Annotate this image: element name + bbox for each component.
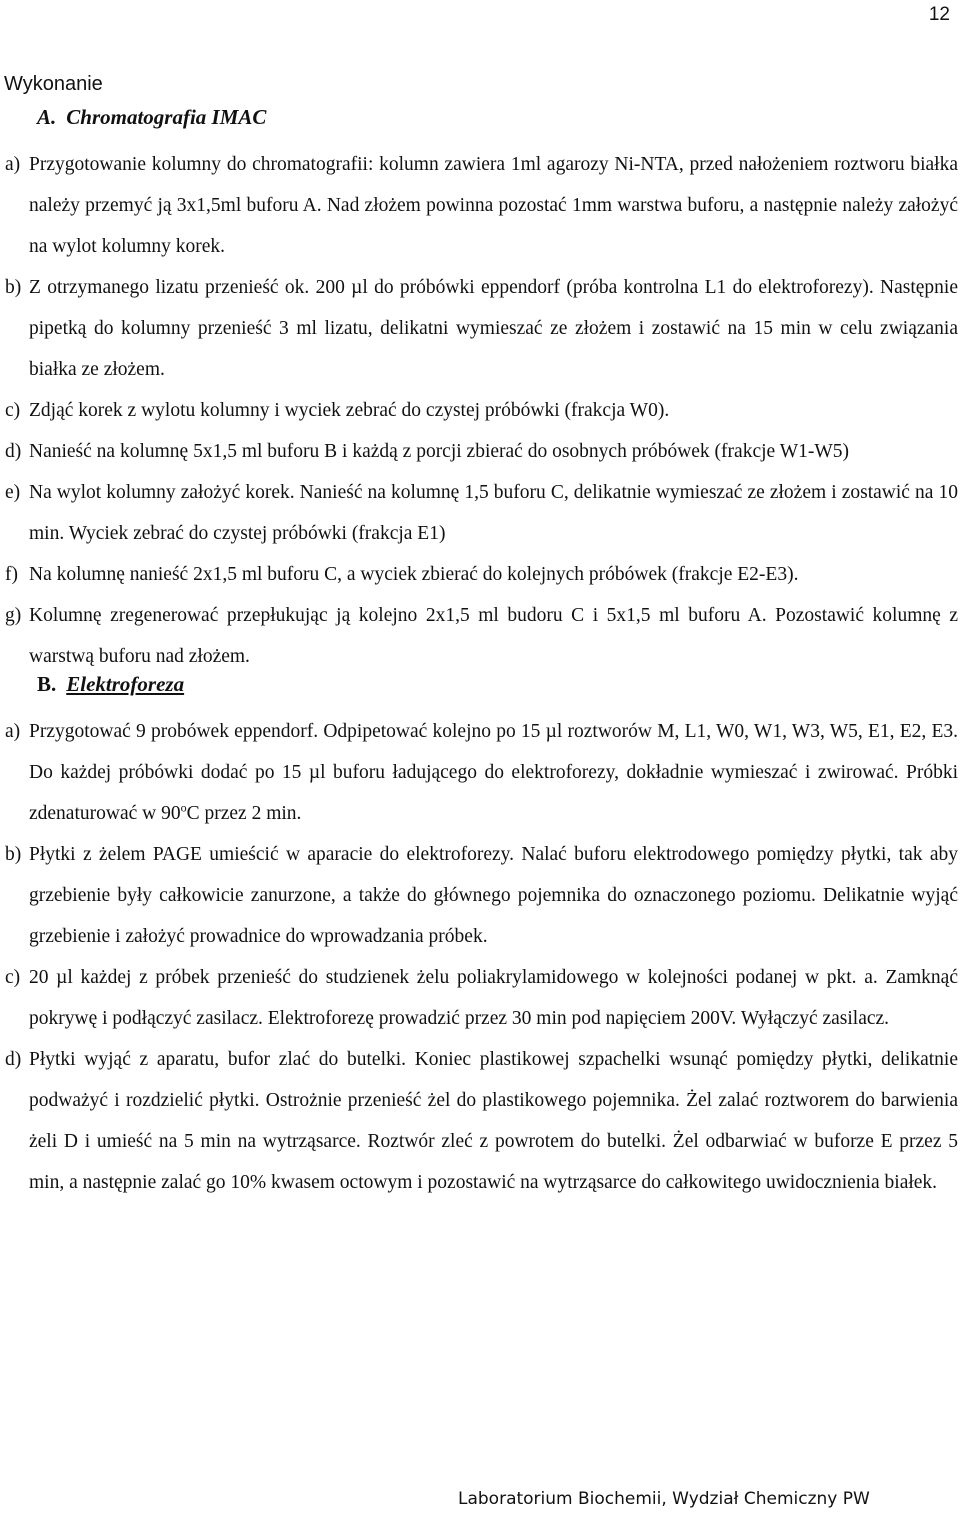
item-text-before: Przygotować 9 probówek eppendorf. Odpipetować kolejno po 15 µl roztworów M, L1, W0, W1, W3, W5, E1, E2, E3. Do każdej próbówki dodać po 15 µl buforu ładującego do elektroforezy, dokładnie wymieszać i zwirować. Próbki zdenaturować w 90 bbox=[29, 721, 958, 824]
item-label: a) bbox=[5, 721, 21, 742]
item-text bbox=[29, 711, 958, 834]
item-text: Przygotowanie kolumny do chromatografii: kolumn zawiera 1ml agarozy Ni-NTA, przed nałożeniem roztworu białka należy przemyć ją 3x1,5ml buforu A. Nad złożem powinna pozostać 1mm warstwa buforu, a następnie należy założyć na wylot kolumny korek. bbox=[29, 154, 958, 257]
section-a-item-b bbox=[0, 267, 960, 390]
document-body bbox=[0, 70, 960, 1203]
item-label: d) bbox=[5, 1049, 22, 1070]
section-a-item-f bbox=[0, 554, 960, 595]
item-label: b) bbox=[5, 277, 22, 298]
item-label: c) bbox=[5, 400, 21, 421]
item-label: a) bbox=[5, 154, 21, 175]
item-text: Na kolumnę nanieść 2x1,5 ml buforu C, a wyciek zbierać do kolejnych próbówek (frakcje E2-E3). bbox=[29, 564, 799, 585]
item-text-after: C przez 2 min. bbox=[186, 803, 302, 824]
item-label: e) bbox=[5, 482, 21, 503]
item-label: b) bbox=[5, 844, 22, 865]
item-text: Płytki z żelem PAGE umieścić w aparacie do elektroforezy. Nalać buforu elektrodowego pomiędzy płytki, tak aby grzebienie były całkowicie zanurzone, a także do głównego pojemnika do oznaczonego poziomu. Delikatnie wyjąć grzebienie i założyć prowadnice do wprowadzania próbek. bbox=[29, 844, 958, 947]
heading-wykonanie: Wykonanie bbox=[4, 73, 103, 95]
degree-superscript: o bbox=[180, 800, 187, 815]
section-b-item-c bbox=[0, 957, 960, 1039]
item-text: Nanieść na kolumnę 5x1,5 ml buforu B i każdą z porcji zbierać do osobnych próbówek (frakcje W1-W5) bbox=[29, 441, 849, 462]
page-footer: Laboratorium Biochemii, Wydział Chemiczny PW bbox=[458, 1489, 870, 1509]
item-text: Płytki wyjąć z aparatu, bufor zlać do butelki. Koniec plastikowej szpachelki wsunąć pomiędzy płytki, delikatnie podważyć i rozdzielić płytki. Ostrożnie przenieść żel do plastikowego pojemnika. Żel zalać roztworem do barwienia żeli D i umieść na 5 min na wytrząsarce. Roztwór zleć z powrotem do butelki. Żel odbarwiać w buforze E przez 5 min, a następnie zalać go 10% kwasem octowym i pozostawić na wytrząsarce do całkowitego uwidocznienia białek. bbox=[29, 1049, 958, 1193]
section-a-item-a bbox=[0, 144, 960, 267]
item-text: 20 µl każdej z próbek przenieść do studzienek żelu poliakrylamidowego w kolejności podanej w pkt. a. Zamknąć pokrywę i podłączyć zasilacz. Elektroforezę prowadzić przez 30 min pod napięciem 200V. Wyłączyć zasilacz. bbox=[29, 967, 958, 1029]
section-b-item-b bbox=[0, 834, 960, 957]
item-text: Zdjąć korek z wylotu kolumny i wyciek zebrać do czystej próbówki (frakcja W0). bbox=[29, 400, 670, 421]
item-label: d) bbox=[5, 441, 22, 462]
item-label: c) bbox=[5, 967, 21, 988]
section-a-title-text: Chromatografia IMAC bbox=[66, 105, 267, 129]
item-label: g) bbox=[5, 605, 22, 626]
section-b-item-d bbox=[0, 1039, 960, 1203]
section-a-item-d bbox=[0, 431, 960, 472]
page-number: 12 bbox=[928, 4, 950, 25]
section-a-item-e bbox=[0, 472, 960, 554]
section-b-letter: B. bbox=[37, 672, 57, 696]
section-a-title bbox=[37, 102, 960, 132]
item-text: Z otrzymanego lizatu przenieść ok. 200 µl do próbówki eppendorf (próba kontrolna L1 do elektroforezy). Następnie pipetką do kolumny przenieść 3 ml lizatu, delikatni wymieszać ze złożem i zostawić na 15 min w celu związania białka ze złożem. bbox=[29, 277, 958, 380]
section-b-item-a bbox=[0, 711, 960, 834]
section-b-title-text: Elektroforeza bbox=[66, 672, 185, 696]
section-a-letter: A. bbox=[37, 105, 57, 129]
item-text: Kolumnę zregenerować przepłukując ją kolejno 2x1,5 ml budoru C i 5x1,5 ml buforu A. Pozostawić kolumnę z warstwą buforu nad złożem. bbox=[29, 605, 958, 667]
item-text: Na wylot kolumny założyć korek. Nanieść na kolumnę 1,5 buforu C, delikatnie wymieszać ze złożem i zostawić na 10 min. Wyciek zebrać do czystej próbówki (frakcja E1) bbox=[29, 482, 958, 544]
section-a-item-c bbox=[0, 390, 960, 431]
section-a-item-g bbox=[0, 595, 960, 677]
item-label: f) bbox=[5, 564, 18, 585]
